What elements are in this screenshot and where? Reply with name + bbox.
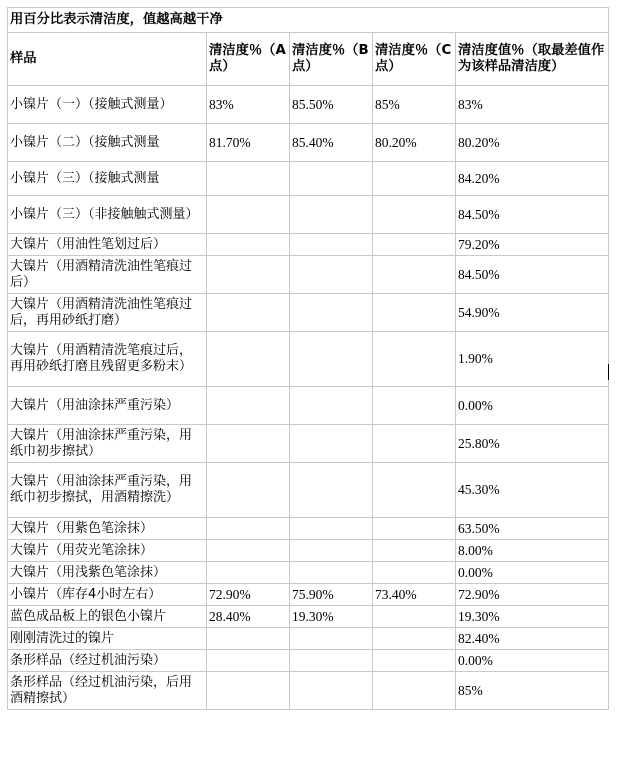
cell-cleanliness-value: 0.00%: [456, 650, 609, 672]
cell-cleanliness-value: 72.90%: [456, 584, 609, 606]
table-row: [8, 256, 609, 294]
table-row: [8, 562, 609, 584]
cell-sample-name: 大镍片（用油涂抹严重污染）: [8, 387, 207, 425]
cell-point-c: [373, 672, 456, 710]
cell-point-a: [207, 672, 290, 710]
cell-point-a: [207, 463, 290, 518]
cell-point-b: [290, 650, 373, 672]
cell-point-a: 83%: [207, 86, 290, 124]
cell-point-a: [207, 628, 290, 650]
table-row: [8, 162, 609, 196]
cell-point-a: [207, 332, 290, 387]
cell-cleanliness-value: 85%: [456, 672, 609, 710]
cell-point-b: [290, 332, 373, 387]
cell-cleanliness-value: 84.50%: [456, 256, 609, 294]
cell-cleanliness-value: 83%: [456, 86, 609, 124]
cell-sample-name: 大镍片（用酒精清洗油性笔痕过后）: [8, 256, 207, 294]
table-row: [8, 294, 609, 332]
cell-point-b: [290, 256, 373, 294]
table-title: 用百分比表示清洁度，值越高越干净: [8, 8, 609, 33]
header-cleanliness-value: 清洁度值％（取最差值作为该样品清洁度）: [456, 33, 609, 86]
cell-cleanliness-value: 80.20%: [456, 124, 609, 162]
cell-point-c: [373, 518, 456, 540]
cell-point-c: [373, 606, 456, 628]
table-row: [8, 124, 609, 162]
cell-point-a: [207, 387, 290, 425]
cell-point-a: [207, 196, 290, 234]
cell-sample-name: 蓝色成品板上的银色小镍片: [8, 606, 207, 628]
table-row: [8, 628, 609, 650]
cell-point-c: [373, 332, 456, 387]
table-row: [8, 425, 609, 463]
cell-point-b: 19.30%: [290, 606, 373, 628]
cell-sample-name: 大镍片（用油涂抹严重污染，用纸巾初步擦拭）: [8, 425, 207, 463]
table-row: [8, 196, 609, 234]
cell-sample-name: 刚刚清洗过的镍片: [8, 628, 207, 650]
cell-point-b: [290, 628, 373, 650]
cell-point-a: [207, 234, 290, 256]
cell-point-b: [290, 162, 373, 196]
header-sample: 样品: [8, 33, 207, 86]
cell-point-a: [207, 425, 290, 463]
cell-point-a: 81.70%: [207, 124, 290, 162]
header-point-c: 清洁度％（C点）: [373, 33, 456, 86]
cell-point-c: [373, 294, 456, 332]
cell-sample-name: 大镍片（用浅紫色笔涂抹）: [8, 562, 207, 584]
cell-point-a: [207, 256, 290, 294]
table-row: [8, 463, 609, 518]
cell-point-b: [290, 425, 373, 463]
header-point-b: 清洁度％（B点）: [290, 33, 373, 86]
cell-sample-name: 条形样品（经过机油污染，后用酒精擦拭）: [8, 672, 207, 710]
cell-point-c: [373, 650, 456, 672]
cell-point-c: [373, 463, 456, 518]
cell-point-b: 75.90%: [290, 584, 373, 606]
cell-point-b: 85.40%: [290, 124, 373, 162]
table-row: [8, 584, 609, 606]
cell-point-b: [290, 234, 373, 256]
cell-point-b: [290, 463, 373, 518]
cell-point-b: [290, 672, 373, 710]
cell-sample-name: 大镍片（用油涂抹严重污染，用纸巾初步擦拭，用酒精擦洗）: [8, 463, 207, 518]
cell-point-a: [207, 294, 290, 332]
cleanliness-table: [7, 7, 609, 710]
cell-point-b: [290, 540, 373, 562]
cell-sample-name: 小镍片（三）（接触式测量: [8, 162, 207, 196]
cell-sample-name: 小镍片（三）（非接触触式测量）: [8, 196, 207, 234]
cell-point-b: [290, 294, 373, 332]
table-row: [8, 332, 609, 387]
cell-point-b: [290, 562, 373, 584]
cell-cleanliness-value: 84.20%: [456, 162, 609, 196]
cell-cleanliness-value: 45.30%: [456, 463, 609, 518]
cell-cleanliness-value: 0.00%: [456, 562, 609, 584]
header-row: [8, 33, 609, 86]
cell-sample-name: 小镍片（库存4小时左右）: [8, 584, 207, 606]
cell-point-a: 28.40%: [207, 606, 290, 628]
table-row: [8, 540, 609, 562]
cell-point-b: [290, 196, 373, 234]
cell-point-b: [290, 387, 373, 425]
cell-cleanliness-value: 79.20%: [456, 234, 609, 256]
cell-cleanliness-value: 8.00%: [456, 540, 609, 562]
cell-point-a: [207, 562, 290, 584]
cell-cleanliness-value: 63.50%: [456, 518, 609, 540]
cell-point-c: [373, 162, 456, 196]
cell-sample-name: 大镍片（用油性笔划过后）: [8, 234, 207, 256]
cell-point-c: [373, 234, 456, 256]
table-row: [8, 672, 609, 710]
table-row: [8, 234, 609, 256]
table-row: [8, 387, 609, 425]
cell-cleanliness-value: 1.90%: [456, 332, 609, 387]
cell-point-c: [373, 387, 456, 425]
cell-cleanliness-value: 0.00%: [456, 387, 609, 425]
cell-point-c: [373, 628, 456, 650]
cell-sample-name: 小镍片（一）（接触式测量）: [8, 86, 207, 124]
cell-cleanliness-value: 82.40%: [456, 628, 609, 650]
cell-point-c: [373, 562, 456, 584]
cell-point-c: [373, 256, 456, 294]
cell-point-c: 85%: [373, 86, 456, 124]
cell-point-b: [290, 518, 373, 540]
cell-cleanliness-value: 54.90%: [456, 294, 609, 332]
cell-cleanliness-value: 25.80%: [456, 425, 609, 463]
text-cursor: [608, 364, 609, 380]
cell-point-c: 73.40%: [373, 584, 456, 606]
cell-sample-name: 条形样品（经过机油污染）: [8, 650, 207, 672]
cell-sample-name: 大镍片（用酒精清洗笔痕过后，再用砂纸打磨且残留更多粉末）: [8, 332, 207, 387]
table-row: [8, 86, 609, 124]
cell-sample-name: 大镍片（用紫色笔涂抹）: [8, 518, 207, 540]
cell-point-c: [373, 540, 456, 562]
cell-point-c: [373, 425, 456, 463]
cell-cleanliness-value: 19.30%: [456, 606, 609, 628]
cell-point-c: [373, 196, 456, 234]
table-row: [8, 606, 609, 628]
cell-sample-name: 大镍片（用酒精清洗油性笔痕过后，再用砂纸打磨）: [8, 294, 207, 332]
title-row: [8, 8, 609, 33]
table-row: [8, 518, 609, 540]
table-row: [8, 650, 609, 672]
cell-point-a: [207, 650, 290, 672]
header-point-a: 清洁度％（A点）: [207, 33, 290, 86]
cell-cleanliness-value: 84.50%: [456, 196, 609, 234]
cell-point-a: 72.90%: [207, 584, 290, 606]
cell-point-b: 85.50%: [290, 86, 373, 124]
cell-point-a: [207, 540, 290, 562]
cell-point-a: [207, 518, 290, 540]
cell-sample-name: 小镍片（二）（接触式测量: [8, 124, 207, 162]
cell-point-a: [207, 162, 290, 196]
cell-sample-name: 大镍片（用荧光笔涂抹）: [8, 540, 207, 562]
cell-point-c: 80.20%: [373, 124, 456, 162]
